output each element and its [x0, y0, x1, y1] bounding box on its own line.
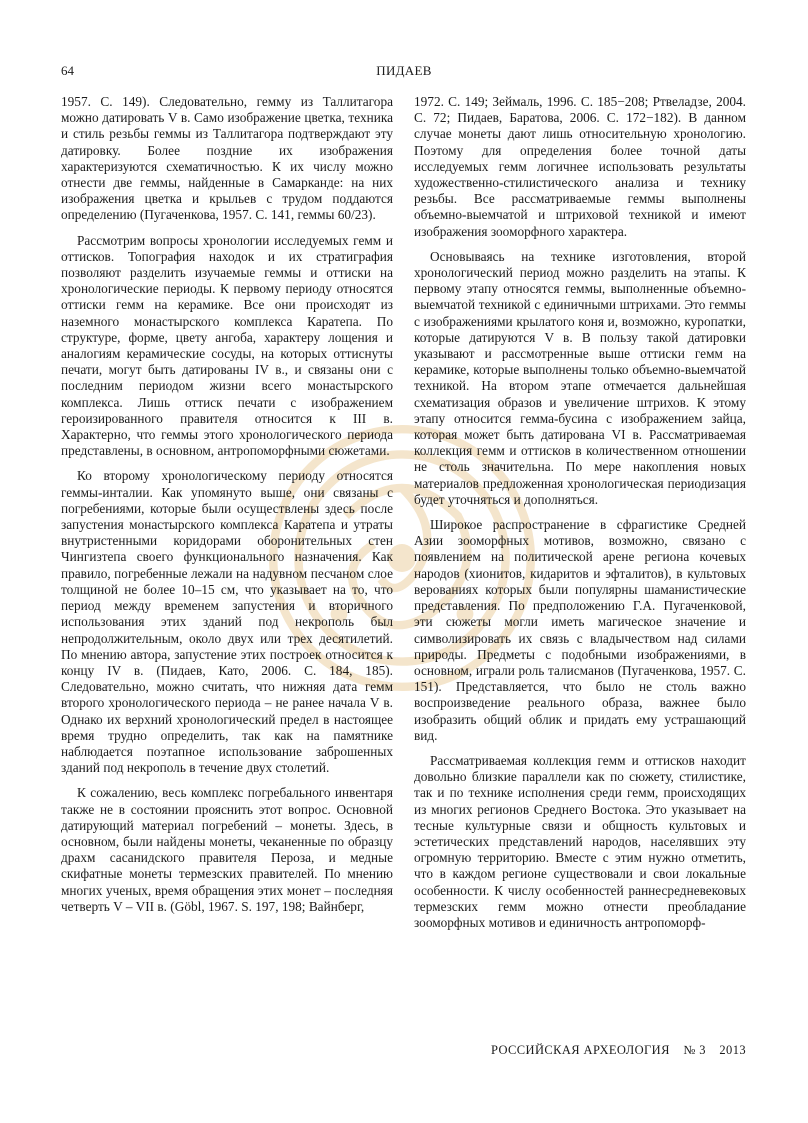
journal-name: РОССИЙСКАЯ АРХЕОЛОГИЯ — [490, 1043, 670, 1057]
journal-issue: № 3 — [683, 1043, 706, 1057]
right-text-column — [414, 94, 746, 940]
paragraph: Основываясь на технике изготовления, второй хронологический период можно разделить на этапы. К первому этапу относятся геммы, выполненные объемно-выемчатой техникой с единичными штрихами. Это геммы с изображениями крылатого коня и, возможно, куропатки, которые датируются V в. В пользу такой датировки указывают и рассмотренные выше оттиски гемм на керамике, которые выполнены только объемно-выемчатой техникой. На втором этапе отмечается дальнейшая схематизация образов и увеличение штрихов. К этому этапу относится гемма-бусина с изображением зайца, которая может быть датирована VI в. Рассматриваемая коллекция гемм и оттисков в количественном отношении не столь значительна. По мере накопления новых материалов предложенная хронологическая периодизация будет уточняться и дополняться. — [414, 248, 746, 507]
paragraph: Широкое распространение в сфрагистике Средней Азии зооморфных мотивов, возможно, связано с появлением на политической арене региона кочевых народов (хионитов, кидаритов и эфталитов), в культовых верованиях которых были популярны шаманистические представления. По предположению Г.А. Пугаченковой, эти сюжеты могли иметь магическое значение и символизировать их связь с владычеством над силами природы. Предметы с подобными изображениями, в основном, играли роль талисманов (Пугаченкова, 1957. С. 151). Представляется, что было не столь важно воспроизведение реального образа, важнее было изобразить общий облик и придать ему устрашающий вид. — [414, 517, 746, 743]
paragraph: К сожалению, весь комплекс погребального инвентаря также не в состоянии прояснить этот вопрос. Основной датирующий материал погребений – монеты. Здесь, в основном, были найдены монеты, чеканенные по образцу драхм сасанидского правителя Пероза, и медные скифатные монеты термезских правителей. По мнению многих ученых, время обращения этих монет – последняя четверть V – VII в. (Göbl, 1967. S. 197, 198; Вайнберг, — [61, 785, 393, 914]
paragraph: 1972. С. 149; Зеймаль, 1996. С. 185−208; Ртвеладзе, 2004. С. 72; Пидаев, Баратова, 2006. С. 172−182). В данном случае монеты дают лишь относительную хронологию. Поэтому для определения более точной даты исследуемых гемм логичнее использовать результаты художественно-стилистического анализа и технику резьбы. Все рассматриваемые геммы выполнены объемно-выемчатой и штриховой техникой и имеют изображения зооморфного характера. — [414, 94, 746, 239]
paragraph: 1957. С. 149). Следовательно, гемму из Таллитагора можно датировать V в. Само изображение цветка, техника и стиль резьбы геммы из Таллитагора подтверждают эту датировку. Более поздние их изображения характеризуются схематичностью. К их числу можно отнести две геммы, найденные в Самарканде: на них изображения цветка и крыльев с трудом поддаются определению (Пугаченкова, 1957. С. 141, геммы 60/23). — [61, 94, 393, 223]
paragraph: Рассмотрим вопросы хронологии исследуемых гемм и оттисков. Топография находок и их стратиграфия позволяют разделить изучаемые геммы и оттиски на хронологические периоды. К первому периоду относятся оттиски гемм на керамике. Все они происходят из наземного монастырского комплекса Каратепа. По структуре, форме, цвету ангоба, характеру лощения и аналогиям керамические сосуды, на которых оттиснуты печати, могут быть датированы IV в., и связаны они с последним периодом жизни всего монастырского комплекса. Лишь оттиск печати с изображением героизированного правителя относится к III в. Характерно, что геммы этого хронологического периода представлены, в основном, антропоморфными сюжетами. — [61, 232, 393, 459]
journal-year: 2013 — [719, 1043, 746, 1057]
running-head-author: ПИДАЕВ — [376, 63, 432, 78]
paragraph: Ко второму хронологическому периоду относятся геммы-инталии. Как упомянуто выше, они связаны с погребениями, которые были осуществлены здесь после запустения монастырского комплекса Каратепа и утраты внутристенными коридорами оборонительных стен Чингизтепа своего функционального назначения. Как правило, погребенные лежали на надувном песчаном слое толщиной не более 10–15 см, что указывает на то, что период между временем запустения и вторичного использования этих зданий под некрополь был непродолжительным, около двух или трех десятилетий. По мнению автора, запустение этих построек относится к концу IV в. (Пидаев, Като, 2006. С. 184, 185). Следовательно, можно считать, что нижняя дата гемм второго хронологического периода – не ранее начала V в. Однако их верхний хронологический предел в настоящее время трудно определить, так как на памятнике наблюдается поэтапное использование заброшенных зданий под некрополь в течение двух столетий. — [61, 468, 393, 776]
paragraph: Рассматриваемая коллекция гемм и оттисков находит довольно близкие параллели как по сюжету, стилистике, так и по технике исполнения среди гемм, происходящих из многих регионов Среднего Востока. Это указывает на тесные культурные связи и общность культовых и эстетических представлений народов, населявших эту огромную территорию. Вместе с этим нужно отметить, что в каждом регионе существовали и свои локальные особенности. К числу особенностей раннесредневековых термезских гемм можно отнести преобладание зооморфных мотивов и единичность антропоморф- — [414, 752, 746, 930]
journal-footer — [481, 1043, 746, 1058]
page-number: 64 — [61, 63, 74, 78]
left-text-column — [61, 94, 393, 924]
